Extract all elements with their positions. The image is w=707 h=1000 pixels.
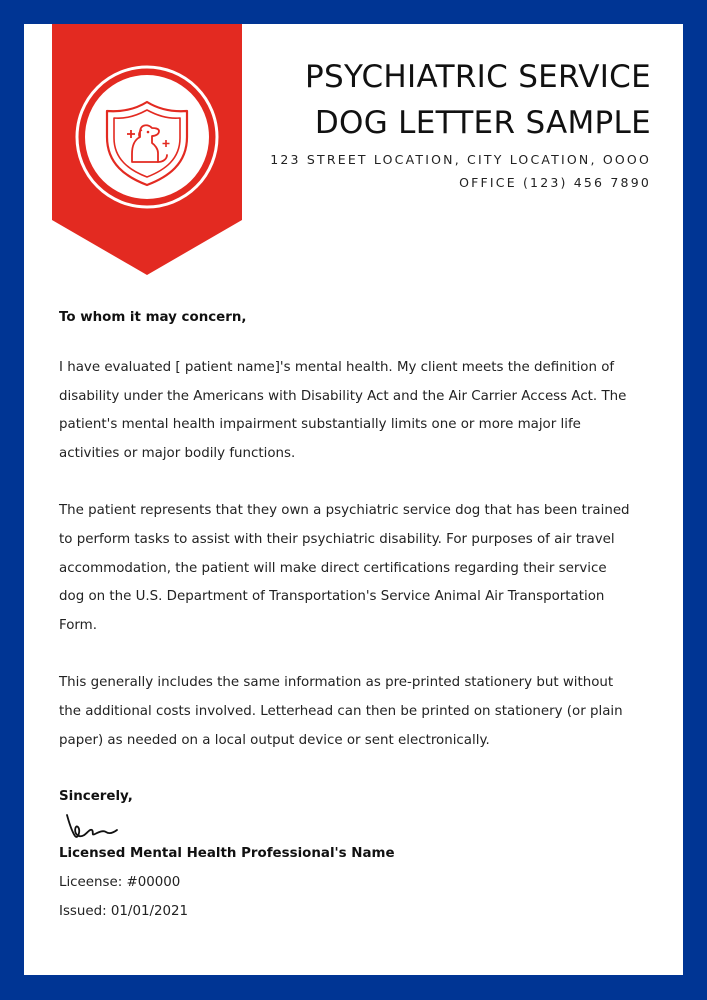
address-line: 123 STREET LOCATION, CITY LOCATION, OOOO xyxy=(270,152,651,167)
letter-page xyxy=(24,24,683,975)
signature xyxy=(61,812,131,840)
salutation: To whom it may concern, xyxy=(59,310,247,325)
signer-name: Licensed Mental Health Professional's Name xyxy=(59,846,395,862)
issued-date: Issued: 01/01/2021 xyxy=(59,903,189,919)
contact-block xyxy=(270,148,651,194)
paragraph-2: The patient represents that they own a psychiatric service dog that has been trained to perform tasks to assist with their psychiatric disability. For purposes of air travel accommodation, the patient will make direct certifications regarding their service dog on the U.S. Department of Transportation's Service Animal Air Transportation Form. xyxy=(59,502,630,634)
phone-line: OFFICE (123) 456 7890 xyxy=(459,175,651,190)
letter-title xyxy=(271,54,651,146)
service-dog-shield-icon xyxy=(52,24,242,276)
paragraph-1: I have evaluated [ patient name]'s mental health. My client meets the definition of disability under the Americans with Disability Act and the Air Carrier Access Act. The patient's mental health impairment substantially limits one or more major life activities or major bodily functions. xyxy=(59,359,627,462)
logo-ribbon xyxy=(52,24,242,276)
license-number: Liceense: #00000 xyxy=(59,874,181,890)
closing: Sincerely, xyxy=(59,789,133,805)
title-line-2: DOG LETTER SAMPLE xyxy=(314,105,651,141)
letter-body xyxy=(59,304,634,927)
title-line-1: PSYCHIATRIC SERVICE xyxy=(304,59,651,95)
paragraph-3: This generally includes the same information as pre-printed stationery but without the additional costs involved. Letterhead can then be printed on stationery (or plain paper) as needed on a local output device or sent electronically. xyxy=(59,674,623,748)
